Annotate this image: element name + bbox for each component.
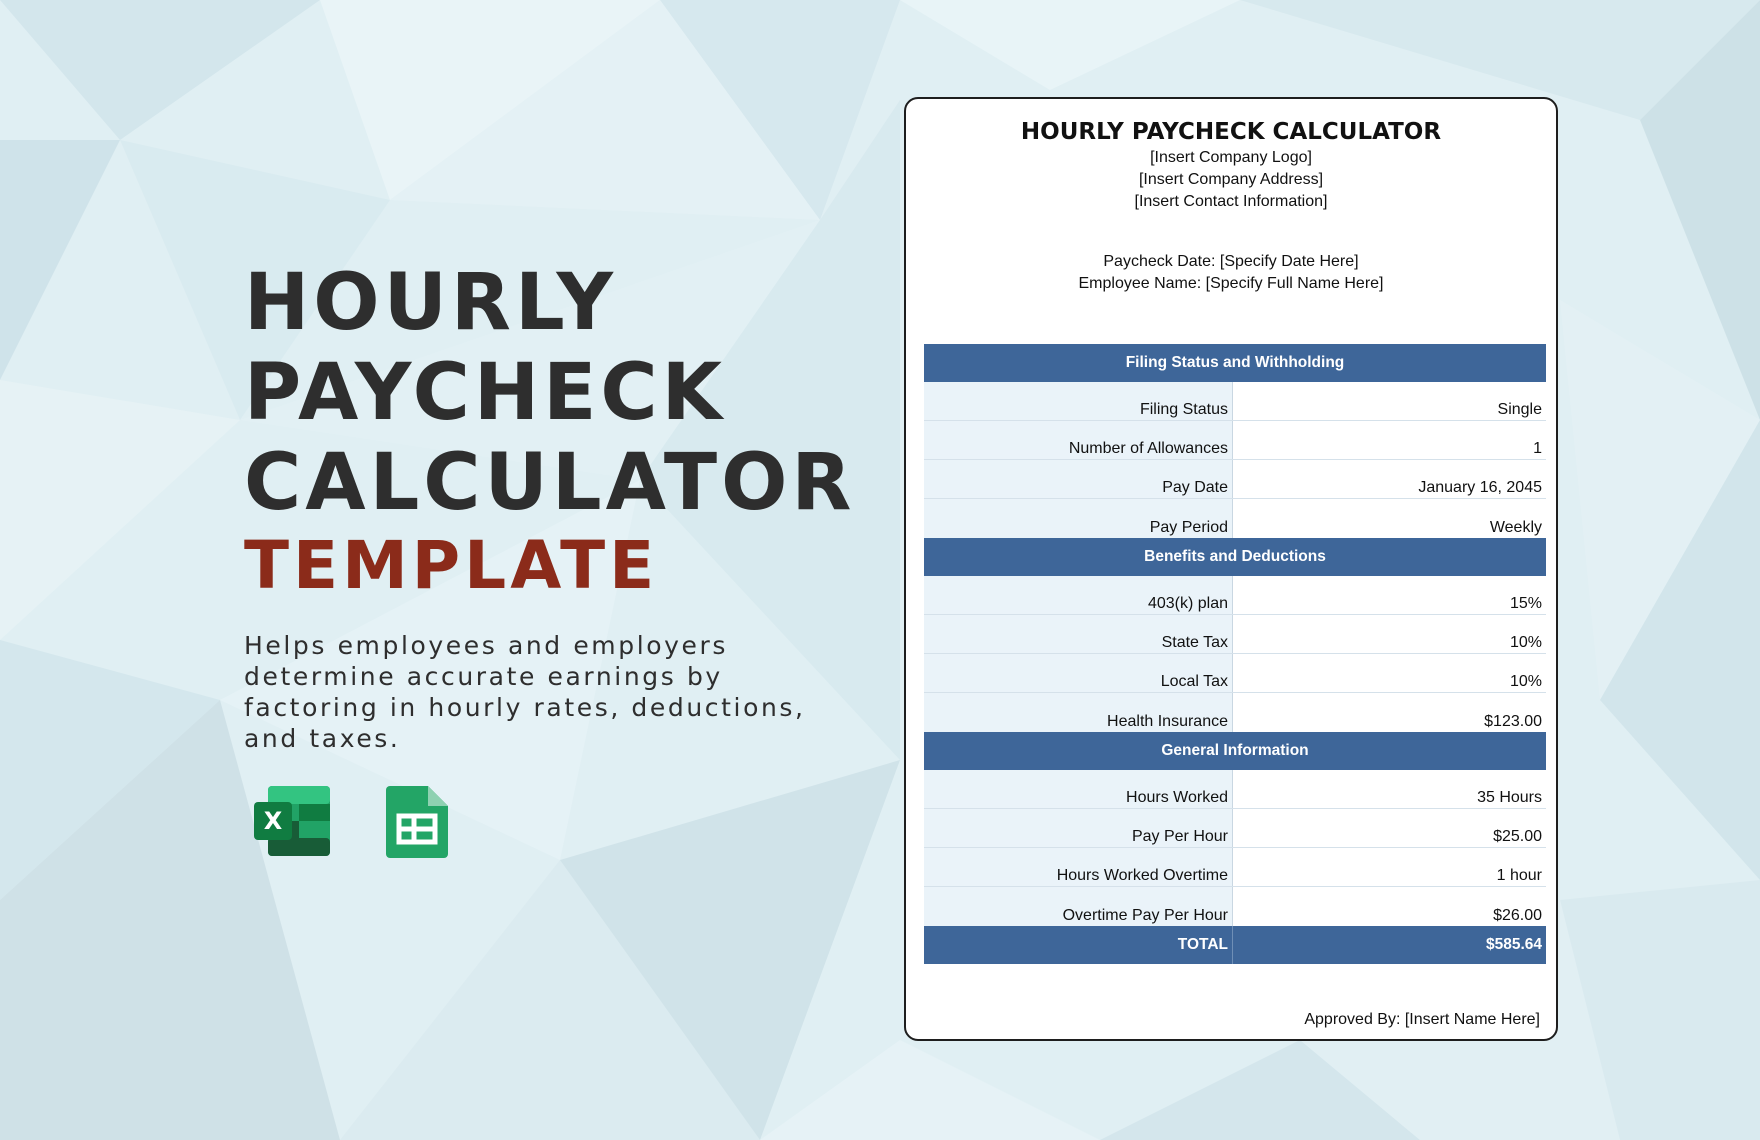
row-label: Overtime Pay Per Hour [924, 887, 1233, 926]
hero-title-line-1: HOURLY [244, 258, 618, 348]
document-header [906, 117, 1556, 213]
hero-title-line-3: CALCULATOR [244, 438, 856, 528]
row-value[interactable]: Single [1497, 401, 1542, 418]
row-value[interactable]: 1 hour [1496, 867, 1542, 884]
paycheck-document [904, 97, 1558, 1041]
row-value[interactable]: 10% [1509, 634, 1542, 651]
contact-info-placeholder: [Insert Contact Information] [1134, 193, 1328, 210]
table-row [924, 421, 1546, 460]
table-row [924, 382, 1546, 421]
table-row [924, 499, 1546, 538]
row-label: Local Tax [924, 654, 1233, 692]
row-label: Hours Worked Overtime [924, 848, 1233, 886]
row-value[interactable]: $26.00 [1493, 907, 1542, 924]
row-label: Number of Allowances [924, 421, 1233, 459]
section-header-general-info: General Information [924, 732, 1546, 770]
section-header-filing-status: Filing Status and Withholding [924, 344, 1546, 382]
hero-description: Helps employees and employers determine accurate earnings by factoring in hourly rates, deductions, and taxes. [244, 631, 806, 753]
approved-by: Approved By: [Insert Name Here] [1304, 1011, 1540, 1028]
total-value: $585.64 [1485, 936, 1542, 953]
section-header-benefits: Benefits and Deductions [924, 538, 1546, 576]
row-label: Health Insurance [924, 693, 1233, 732]
hero-subtitle: TEMPLATE [244, 527, 659, 604]
row-value[interactable]: $25.00 [1493, 828, 1542, 845]
company-logo-placeholder: [Insert Company Logo] [1150, 149, 1312, 166]
table-row [924, 615, 1546, 654]
row-label: State Tax [924, 615, 1233, 653]
excel-icon [252, 784, 332, 860]
employee-name: Employee Name: [Specify Full Name Here] [1078, 275, 1384, 292]
row-value[interactable]: 10% [1509, 673, 1542, 690]
table-row [924, 848, 1546, 887]
table-row [924, 693, 1546, 732]
company-address-placeholder: [Insert Company Address] [1138, 171, 1324, 188]
row-label: Pay Per Hour [924, 809, 1233, 847]
row-value[interactable]: 35 Hours [1477, 789, 1542, 806]
row-label: Hours Worked [924, 770, 1233, 808]
google-sheets-icon [372, 784, 452, 860]
table-row [924, 770, 1546, 809]
table-row [924, 654, 1546, 693]
row-label: Pay Period [924, 499, 1233, 538]
app-icons [252, 784, 452, 860]
row-value[interactable]: Weekly [1489, 519, 1542, 536]
table-row [924, 887, 1546, 926]
row-label: Pay Date [924, 460, 1233, 498]
hero-title [244, 258, 884, 528]
table-row [924, 460, 1546, 499]
row-label: 403(k) plan [924, 576, 1233, 614]
row-value[interactable]: January 16, 2045 [1418, 479, 1542, 496]
paycheck-date: Paycheck Date: [Specify Date Here] [1103, 253, 1359, 270]
paycheck-table [924, 344, 1546, 964]
table-row [924, 809, 1546, 848]
hero-title-line-2: PAYCHECK [244, 348, 727, 438]
row-value[interactable]: 1 [1533, 440, 1542, 457]
total-label: TOTAL [924, 926, 1233, 964]
document-meta [906, 251, 1556, 295]
table-row [924, 576, 1546, 615]
row-label: Filing Status [924, 382, 1233, 420]
row-value[interactable]: 15% [1509, 595, 1542, 612]
total-row [924, 926, 1546, 964]
document-title: HOURLY PAYCHECK CALCULATOR [1020, 119, 1442, 145]
hero-section [244, 258, 884, 754]
excel-glyph: X [263, 807, 283, 835]
row-value[interactable]: $123.00 [1484, 713, 1542, 730]
